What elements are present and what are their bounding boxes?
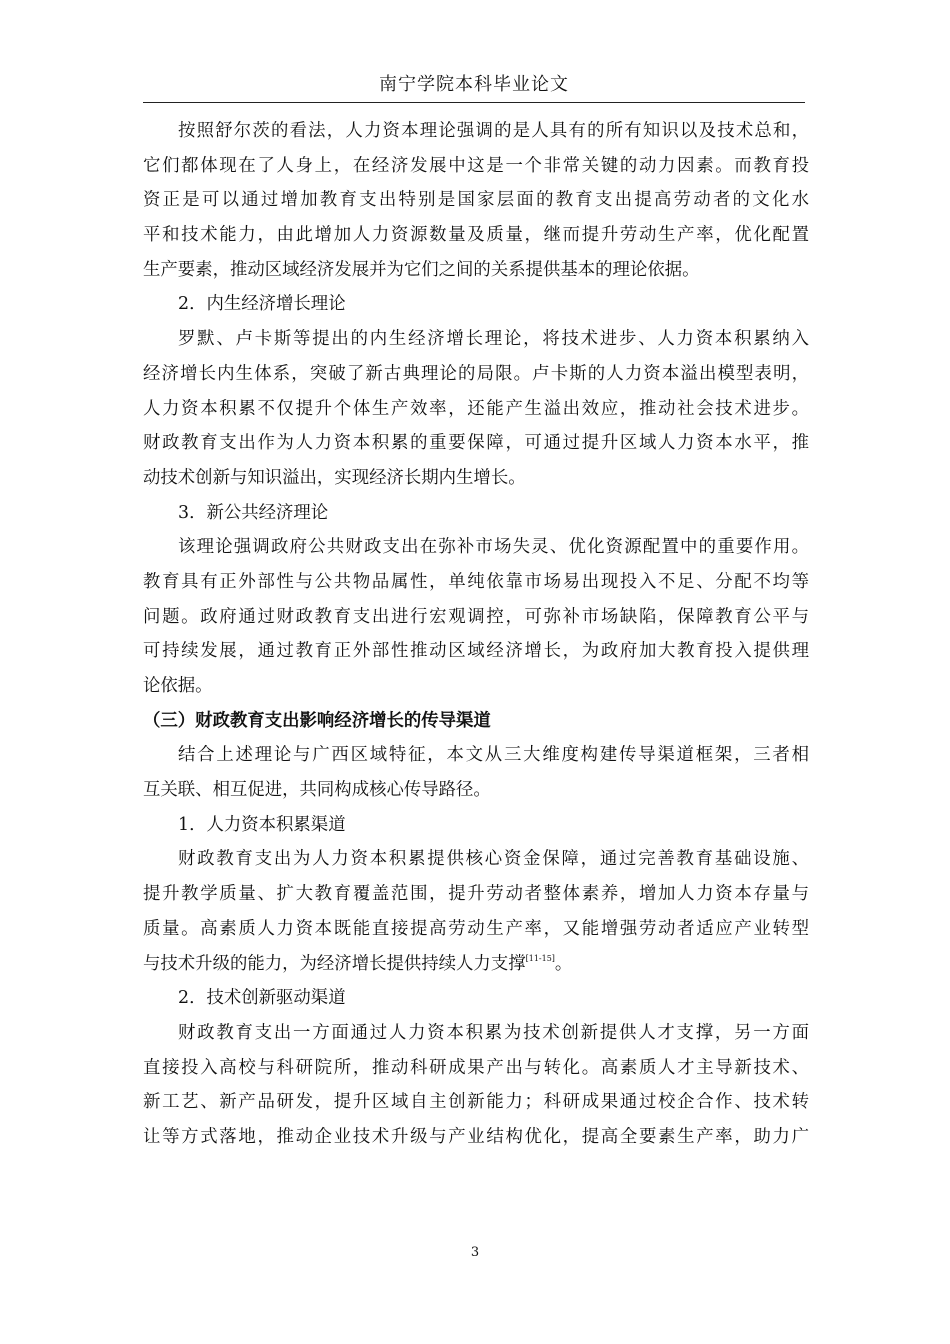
page-header: 南宁学院本科毕业论文 xyxy=(379,74,569,95)
document-body xyxy=(143,114,809,1155)
paragraph-line: 直接投入高校与科研院所，推动科研成果产出与转化。高素质人才主导新技术、 xyxy=(143,1057,809,1078)
paragraph-line: 让等方式落地，推动企业技术升级与产业结构优化，提高全要素生产率，助力广 xyxy=(143,1126,809,1147)
paragraph-line: 论依据。 xyxy=(143,676,213,696)
paragraph-line: 人力资本积累不仅提升个体生产效率，还能产生溢出效应，推动社会技术进步。 xyxy=(143,398,809,419)
paragraph-line: 生产要素，推动区域经济发展并为它们之间的关系提供基本的理论依据。 xyxy=(143,259,700,280)
paragraph-line: 罗默、卢卡斯等提出的内生经济增长理论，将技术进步、人力资本积累纳入 xyxy=(178,329,809,350)
paragraph-line: 财政教育支出作为人力资本积累的重要保障，可通过提升区域人力资本水平，推 xyxy=(143,433,809,454)
subsection-heading: 2．技术创新驱动渠道 xyxy=(178,988,346,1009)
section-heading: （三）财政教育支出影响经济增长的传导渠道 xyxy=(143,710,491,731)
citation-ref[interactable]: [11-15] xyxy=(525,953,555,963)
paragraph-line: 质量。高素质人力资本既能直接提高劳动生产率，又能增强劳动者适应产业转型 xyxy=(143,918,809,939)
paragraph-line: 教育具有正外部性与公共物品属性，单纯依靠市场易出现投入不足、分配不均等 xyxy=(143,571,809,592)
paragraph-text: 。 xyxy=(554,953,573,974)
paragraph-text: 与技术升级的能力，为经济增长提供持续人力支撑 xyxy=(143,953,526,974)
paragraph-line: 该理论强调政府公共财政支出在弥补市场失灵、优化资源配置中的重要作用。 xyxy=(178,537,809,558)
paragraph-line: 动技术创新与知识溢出，实现经济长期内生增长。 xyxy=(143,467,526,488)
paragraph-line: 平和技术能力，由此增加人力资源数量及质量，继而提升劳动生产率，优化配置 xyxy=(143,225,809,246)
paragraph-line: 新工艺、新产品研发，提升区域自主创新能力；科研成果通过校企合作、技术转 xyxy=(143,1092,809,1113)
paragraph-line: 提升教学质量、扩大教育覆盖范围，提升劳动者整体素养，增加人力资本存量与 xyxy=(143,884,809,905)
paragraph-line: 问题。政府通过财政教育支出进行宏观调控，可弥补市场缺陷，保障教育公平与 xyxy=(143,606,809,627)
paragraph-line: 可持续发展，通过教育正外部性推动区域经济增长，为政府加大教育投入提供理 xyxy=(143,641,809,662)
subsection-heading: 1．人力资本积累渠道 xyxy=(178,814,346,835)
header-divider xyxy=(143,102,805,103)
page-number: 3 xyxy=(470,1245,480,1260)
paragraph-line: 它们都体现在了人身上，在经济发展中这是一个非常关键的动力因素。而教育投 xyxy=(143,155,809,176)
paragraph-line: 经济增长内生体系，突破了新古典理论的局限。卢卡斯的人力资本溢出模型表明， xyxy=(143,363,809,384)
paragraph-line: 资正是可以通过增加教育支出特别是国家层面的教育支出提高劳动者的文化水 xyxy=(143,190,809,211)
paragraph-line: 财政教育支出一方面通过人力资本积累为技术创新提供人才支撑，另一方面 xyxy=(178,1022,809,1043)
paragraph-line: 互关联、相互促进，共同构成核心传导路径。 xyxy=(143,780,491,801)
paragraph-line: 按照舒尔茨的看法，人力资本理论强调的是人具有的所有知识以及技术总和， xyxy=(178,121,809,141)
paragraph-line: 结合上述理论与广西区域特征，本文从三大维度构建传导渠道框架，三者相 xyxy=(178,745,809,766)
subsection-heading: 3．新公共经济理论 xyxy=(178,502,329,523)
paragraph-line: 财政教育支出为人力资本积累提供核心资金保障，通过完善教育基础设施、 xyxy=(178,849,809,870)
paragraph-line xyxy=(143,947,809,982)
subsection-heading: 2．内生经济增长理论 xyxy=(178,294,346,315)
